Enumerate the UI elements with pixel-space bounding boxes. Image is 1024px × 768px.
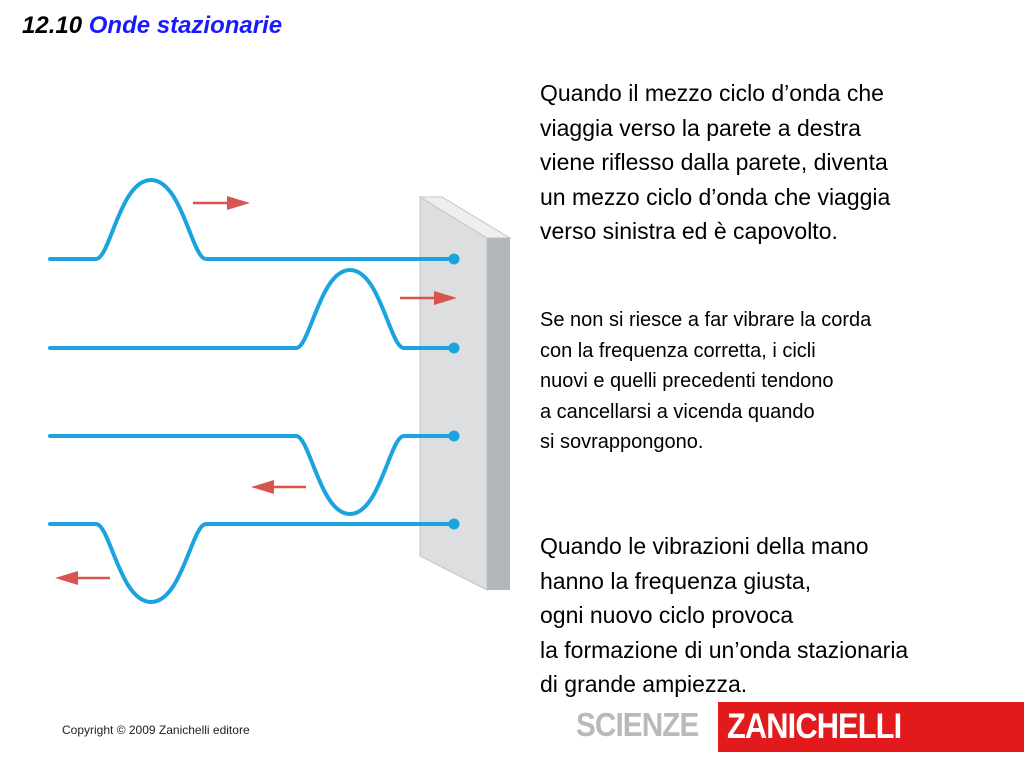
wave-pulse-4 [50, 519, 460, 603]
paragraph-standing-wave: Quando le vibrazioni della mano hanno la frequenza giusta, ogni nuovo ciclo provoca la formazione di un’onda stazionaria di grande ampiezza. [540, 533, 909, 697]
logo-scienze: SCIENZE [576, 706, 699, 743]
section-name: Onde stazionarie [88, 12, 283, 39]
copyright-notice: Copyright © 2009 Zanichelli editore [62, 723, 250, 737]
logo-zanichelli-text: ZANICHELLI [727, 707, 902, 746]
wall-icon [420, 197, 510, 590]
wave-pulse-2 [50, 270, 460, 354]
wave-pulse-3 [50, 431, 460, 515]
direction-arrow-right-1 [193, 196, 250, 210]
standing-wave-diagram [0, 0, 520, 640]
section-number: 12.10 [22, 12, 83, 39]
paragraph-cancellation: Se non si riesce a far vibrare la corda con la frequenza corretta, i cicli nuovi e quelli precedenti tendono a cancellarsi a vicenda quando si sovrappongono. [540, 309, 872, 453]
direction-arrow-left-1 [251, 480, 306, 494]
logo-zanichelli [718, 702, 1024, 752]
wave-pulse-1 [50, 180, 460, 265]
paragraph-reflection: Quando il mezzo ciclo d’onda che viaggia verso la parete a destra viene riflesso dalla parete, diventa un mezzo ciclo d’onda che viaggia verso sinistra ed è capovolto. [540, 80, 891, 244]
direction-arrow-left-2 [55, 571, 110, 585]
